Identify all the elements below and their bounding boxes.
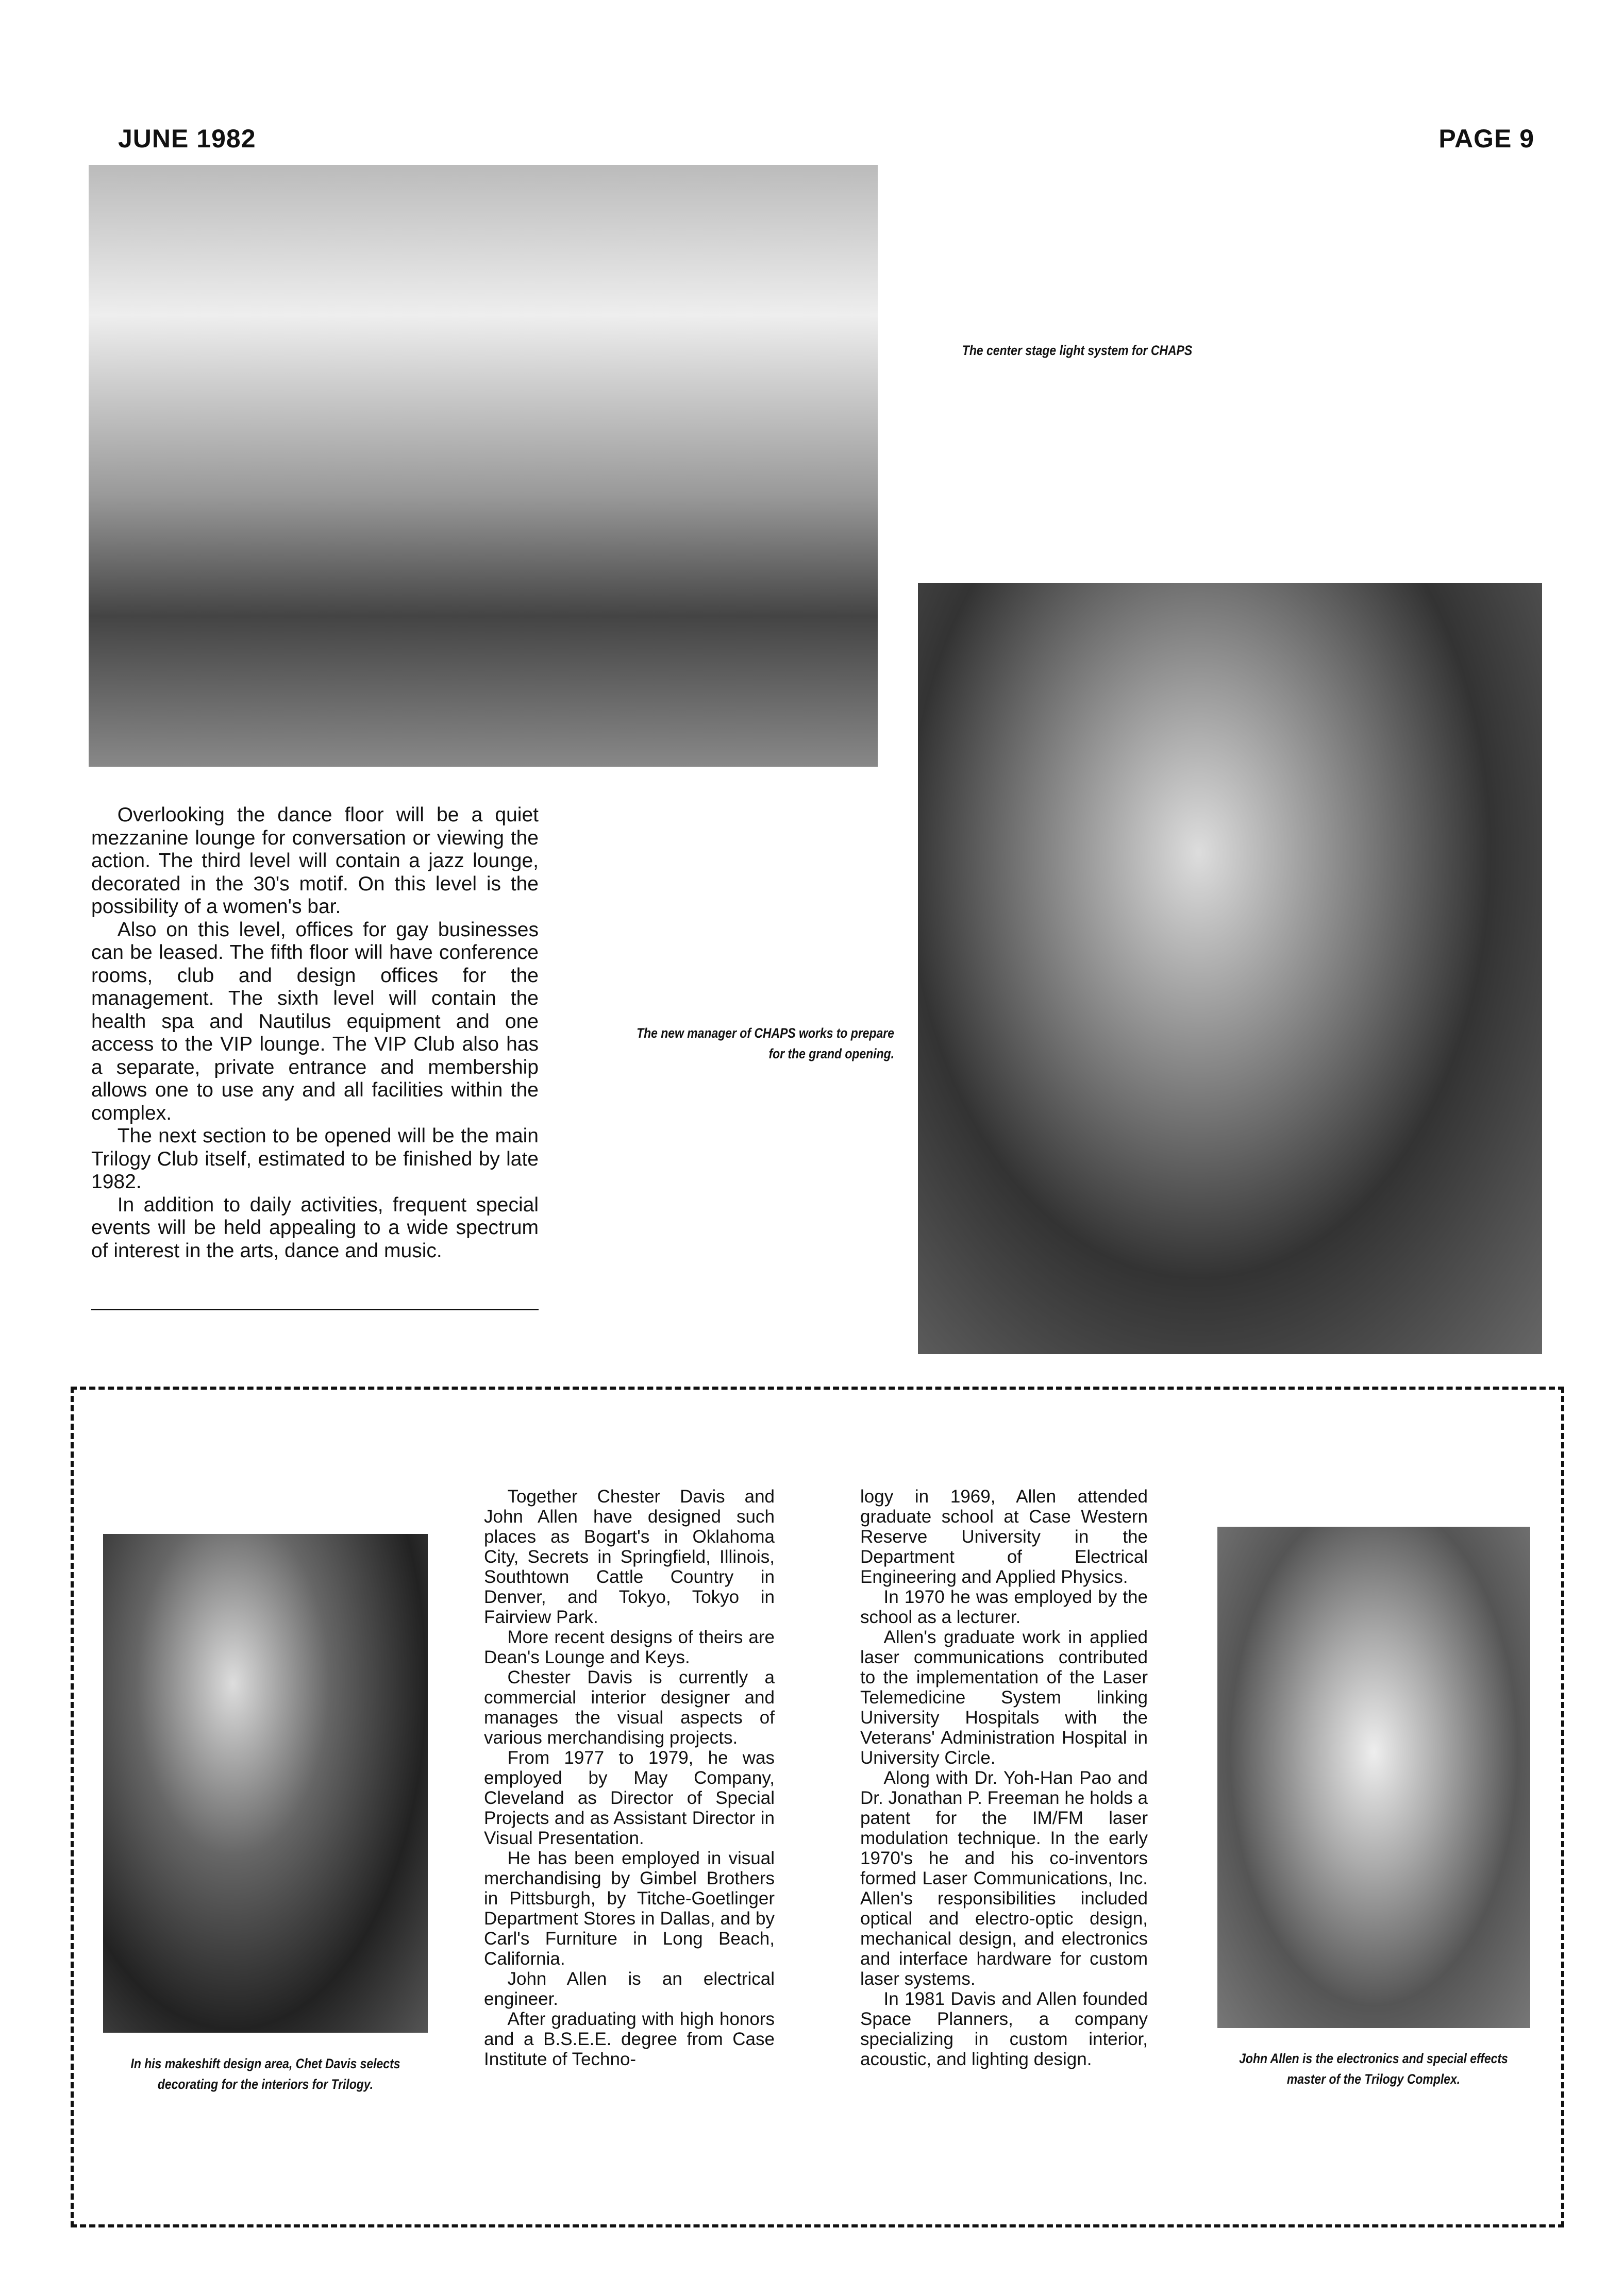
paragraph: The next section to be opened will be the main Trilogy Club itself, estimated to be finished by late 1982. <box>91 1125 539 1193</box>
caption-manager: The new manager of CHAPS works to prepare for the grand opening. <box>637 1025 894 1061</box>
paragraph: In 1970 he was employed by the school as a lecturer. <box>860 1587 1148 1627</box>
paragraph: Along with Dr. Yoh-Han Pao and Dr. Jonathan P. Freeman he holds a patent for the IM/FM laser modulation technique. In the early 1970's he and his co-inventors formed Laser Communications, Inc. Allen's responsibilities included optical and electro-optic design, mechanical design, and electronics and interface hardware for custom laser systems. <box>860 1768 1148 1989</box>
paragraph: Overlooking the dance floor will be a quiet mezzanine lounge for conversation or viewing the action. The third level will contain a jazz lounge, decorated in the 30's motif. On this level is the possibility of a women's bar. <box>91 804 539 918</box>
paragraph: He has been employed in visual merchandising by Gimbel Brothers in Pittsburgh, by Titche-Goetlinger Department Stores in Dallas, and by Carl's Furniture in Long Beach, California. <box>484 1848 775 1969</box>
profile-column-2 <box>860 1487 1148 2069</box>
paragraph: More recent designs of theirs are Dean's Lounge and Keys. <box>484 1627 775 1667</box>
page-number: PAGE 9 <box>1438 124 1534 153</box>
article-top-column <box>91 804 539 1262</box>
photo-john-allen <box>1217 1527 1530 2028</box>
paragraph: From 1977 to 1979, he was employed by May Company, Cleveland as Director of Special Projects and as Assistant Director in Visual Presentation. <box>484 1748 775 1848</box>
paragraph: Chester Davis is currently a commercial interior designer and manages the visual aspects of various merchandising projects. <box>484 1667 775 1748</box>
profile-column-1 <box>484 1487 775 2069</box>
photo-manager <box>918 583 1542 1354</box>
paragraph: In 1981 Davis and Allen founded Space Planners, a company specializing in custom interior, acoustic, and lighting design. <box>860 1989 1148 2069</box>
caption-davis: In his makeshift design area, Chet Davis selects decorating for the interiors for Trilogy. <box>130 2056 400 2092</box>
paragraph: Also on this level, offices for gay businesses can be leased. The fifth floor will have conference rooms, club and design offices for the management. The sixth level will contain the health spa and Nautilus equipment and one access to the VIP lounge. The VIP Club also has a separate, private entrance and membership allows one to use any and all facilities within the complex. <box>91 918 539 1124</box>
paragraph: Allen's graduate work in applied laser communications contributed to the implementation of the Laser Telemedicine System linking University Hospitals with the Veterans' Administration Hospital in University Circle. <box>860 1627 1148 1768</box>
issue-date: JUNE 1982 <box>118 124 256 153</box>
paragraph: After graduating with high honors and a B.S.E.E. degree from Case Institute of Techno- <box>484 2009 775 2069</box>
caption-light-system: The center stage light system for CHAPS <box>962 343 1193 358</box>
photo-light-system <box>89 165 878 767</box>
paragraph: Together Chester Davis and John Allen have designed such places as Bogart's in Oklahoma City, Secrets in Springfield, Illinois, Southtown Cattle Country in Denver, and Tokyo, Tokyo in Fairview Park. <box>484 1487 775 1627</box>
paragraph: John Allen is an electrical engineer. <box>484 1969 775 2009</box>
caption-allen: John Allen is the electronics and special effects master of the Trilogy Complex. <box>1239 2051 1508 2087</box>
paragraph: In addition to daily activities, frequent special events will be held appealing to a wide spectrum of interest in the arts, dance and music. <box>91 1193 539 1262</box>
paragraph: logy in 1969, Allen attended graduate school at Case Western Reserve University in the Department of Electrical Engineering and Applied Physics. <box>860 1487 1148 1587</box>
divider-rule <box>91 1309 539 1310</box>
photo-chet-davis <box>103 1534 428 2033</box>
